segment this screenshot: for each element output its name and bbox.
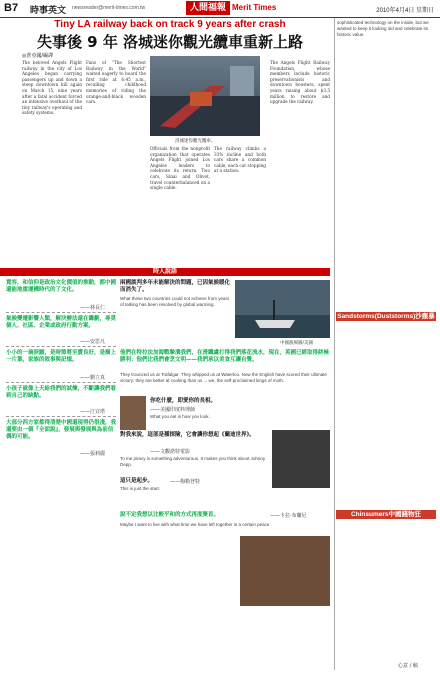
divider [6,416,116,417]
pirate-photo [272,430,330,488]
divider [6,382,116,383]
lead-column-1: The beloved Angels Flight railway in the city of Los Angeles began carrying passengers up and down a steep downtown hill again on March 15, nine years after a fatal accident forced an intensive overhaul of the tiny railway's operating and safety systems. [22,60,82,116]
quote-2: 氣候變遷影響人類，解決辦法還在籌劃，尋覓個人、社區、企業或政府行動方案。 [6,316,117,329]
page-number: B7 [4,2,19,14]
quote-2-sign: ——安思凡 [80,339,106,345]
contact-email: newsreader@merit-times.com.tw [72,5,146,11]
right-column [334,18,437,670]
page-header [0,0,440,18]
portrait-photo [120,396,146,430]
quote-5: 大部分西方家都得清楚中國還現得仍很淺，我還要由一個『全面說』，發展與發展與為前信偶的可能。 [6,420,117,440]
middle-quote-4-en: To me piracy is something adventurous. It makes you think about Johnny Depp. [120,456,266,467]
railway-photo [150,56,260,136]
middle-quote-5: 這只是起步。 [120,478,154,484]
middle-quote-2-en: They trounced us at Trafalgar. They whipped us at Waterloo. Now the English have scored their ultimate victory: they are better at cooking than us ... we, the self-proclaimed kings of moth. [120,372,327,383]
quote-1: 寬容，和信仰是政治文化價值的推動，都中國還能地重運構時代的了文化。 [6,280,117,293]
divider [6,346,116,347]
middle-quote-3-en: What you eat is how you look. [150,414,210,419]
quote-3-sign: ——劉立真 [80,375,106,381]
lead-column-4: The railway climbs a 33% incline and both cars share a common cable, each car stopping at a station. [214,146,266,174]
middle-quote-6-en: Maybe I want to live with what time we have left together in a certain peace. [120,522,271,527]
right-top-text: sophisticated technology on the inside, but we wanted to keep it looking old and celebrate its historic value. [337,20,429,37]
issue-date: 2010年4月4日 星期日 [376,8,434,14]
middle-quote-4-sign: ——文觀諾特電影 [150,449,191,455]
middle-quote-2: 他們在特拉法加海戰摯潰我們，在滑鐵盧打得我們落花流水，現在，英國已經取得終極勝利：他們比我們會烹文明——我們承以美食互讓自覺。 [120,350,330,363]
author-signature: 心意 / 稿 [398,663,418,669]
quote-5-sign: ——張莉麗 [80,451,106,457]
middle-quote-6-sign: ——卡拉·布蘭尼 [270,513,307,519]
middle-quote-5-en: This is just the start. [120,486,161,491]
quote-3: 小小的一滴淚願，是時節將至賣良好，是樹上一片葉，家族的敘事與記憶。 [6,350,117,363]
quotes-banner: 時人說語 [0,268,330,276]
railway-illustration [150,56,260,136]
section-title: 時事英文 [30,5,67,15]
masthead-logo: 人間福報 [186,1,230,15]
photo-caption: 洛城迷你觀光纜車。 [175,139,216,144]
middle-quote-3-sign: ——美國印度料理師 [150,407,196,413]
fishing-photo [235,280,330,338]
lead-column-5: The Angels Flight Railway Foundation, whose members include historic preservationists and downtown boosters, spent years raising about $3.5 million to restore and upgrade the railway. [270,60,330,105]
quote-4: 小孩子就像上天給我們的試煉，不斷讓我們看到自己的缺點。 [6,386,117,399]
section-sandstorms: Sandstorms(Duststorms)沙塵暴 [337,313,435,320]
quote-1-sign: ——林長仁 [80,305,106,311]
middle-quote-3: 你吃什麼，即愛你的長相。 [150,398,217,404]
couple-photo [240,536,330,606]
middle-quote-6: 說不定我想以比較平和的方式再度聚首。 [120,512,220,518]
quote-4-sign: ——江宜塔 [80,409,106,415]
lead-column-3: Officials from the nonprofit organization that operates Angels Flight joined Los Angeles leaders to celebrate its return. Two cars, Sinai and Olivet, travel counterbalanced on a single cable. [150,146,210,191]
fishing-photo-caption: 中國漁場圖/美國 [280,341,314,346]
middle-quote-5-sign: ——梅勒登特 [170,479,201,485]
middle-quote-1: 兩國談判多年未能解決的問題，已因氣候暖化而消失了。 [120,280,231,293]
lead-column-2: Fans of "The Shortest Railway in the World" waited eagerly to board the first ride at 6:45 a.m., recalling childhood memories of riding the orange-and-black wooden cars. [86,60,146,105]
masthead-english: Merit Times [232,3,277,12]
boat-illustration [235,280,330,338]
middle-quote-4: 對我來說，這部是種探險，它會讓你想起《蘭迪世界》。 [120,432,255,438]
headline-chinese: 失事後 9 年 洛城迷你觀光纜車重新上路 [36,33,304,51]
byline: ◎蒼亞國/編譯 [22,53,54,59]
divider [6,312,116,313]
headline-english: Tiny LA railway back on track 9 years after crash [54,19,286,30]
section-chinsumers: Chinsumers中國錢物狂 [336,510,436,519]
middle-quote-1-en: What these two countries could not achieve from years of talking has been resolved by global warming. [120,296,230,307]
